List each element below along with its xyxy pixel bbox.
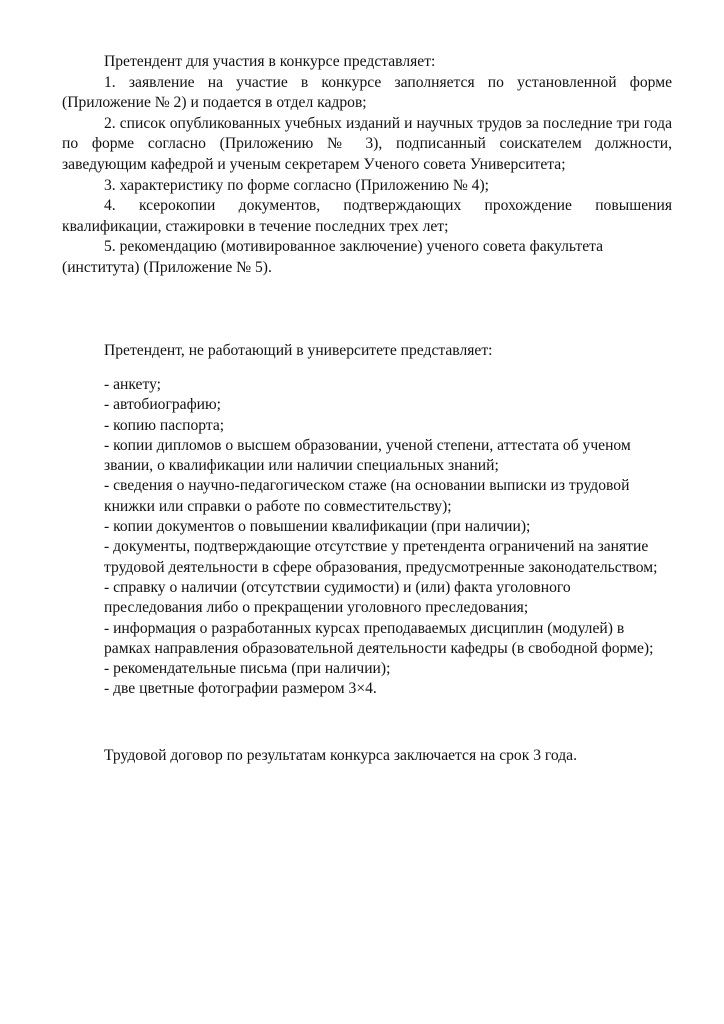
list-item: - сведения о научно-педагогическом стаже (на основании выписки из трудовой книжки или справки о работе по совместительству);: [104, 477, 630, 515]
section-intro: Претендент, не работающий в университете представляет:: [104, 342, 493, 359]
list-item: - документы, подтверждающие отсутствие у претендента ограничений на занятие трудовой деятельности в сфере образования, предусмотренные законодательством;: [104, 538, 658, 576]
section-intro: Претендент для участия в конкурсе представляет:: [104, 53, 436, 70]
list-item: - две цветные фотографии размером 3×4.: [104, 680, 377, 698]
list-item: 3. характеристику по форме согласно (Приложению № 4);: [104, 176, 489, 194]
list-item: 5. рекомендацию (мотивированное заключение) ученого совета факультета (института) (Приложение № 5).: [62, 238, 604, 276]
list-item: - анкету;: [104, 376, 161, 393]
candidate-requirements-section: [62, 52, 672, 279]
list-item: 4. ксерокопии документов, подтверждающих прохождение повышения квалификации, стажировки в течение последних трех лет;: [62, 197, 672, 235]
list-item: - информация о разработанных курсах преподаваемых дисциплин (модулей) в рамках направления образовательной деятельности кафедры (в свободной форме);: [104, 619, 654, 657]
list-item: - копии документов о повышении квалификации (при наличии);: [104, 518, 531, 536]
list-item: - рекомендательные письма (при наличии);: [104, 660, 391, 678]
list-item: - автобиографию;: [104, 396, 222, 414]
list-item: 2. список опубликованных учебных изданий и научных трудов за последние три года по форме согласно (Приложению № 3), подписанный соискателем должности, заведующим кафедрой и ученым секретарем Ученого совета Университета;: [62, 114, 672, 173]
contract-term-note: Трудовой договор по результатам конкурса заключается на срок 3 года.: [104, 747, 577, 764]
external-candidate-list: [104, 375, 672, 700]
list-item: - копию паспорта;: [104, 416, 225, 434]
list-item: 1. заявление на участие в конкурсе заполняется по установленной форме (Приложение № 2) и подается в отдел кадров;: [62, 73, 672, 112]
list-item: - копии дипломов о высшем образовании, ученой степени, аттестата об ученом звании, о квалификации или наличии специальных знаний;: [104, 436, 631, 475]
list-item: - справку о наличии (отсутствии судимости) и (или) факта уголовного преследования либо о прекращении уголовного преследования;: [104, 578, 571, 617]
